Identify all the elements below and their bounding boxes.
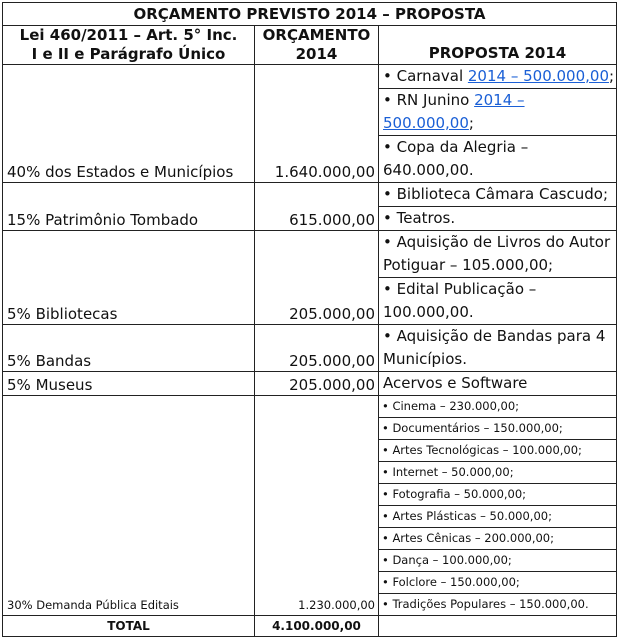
row-amount: 205.000,00 — [255, 325, 379, 372]
row-amount: 205.000,00 — [255, 372, 379, 396]
proposal-item: • Fotografia – 50.000,00; — [379, 484, 617, 506]
row-label: 30% Demanda Pública Editais — [3, 396, 255, 616]
proposal-item-suffix: ; — [468, 114, 474, 132]
proposal-item: • Folclore – 150.000,00; — [379, 572, 617, 594]
table-row — [3, 183, 617, 207]
row-amount: 1.230.000,00 — [255, 396, 379, 616]
proposal-item: • Internet – 50.000,00; — [379, 462, 617, 484]
row-amount: 615.000,00 — [255, 183, 379, 231]
header-row — [3, 26, 617, 65]
budget-table — [2, 2, 617, 637]
row-label: 5% Bandas — [3, 325, 255, 372]
header-law — [3, 26, 255, 65]
proposal-item-link[interactable]: 2014 – 500.000,00 — [467, 67, 609, 85]
table-row — [3, 372, 617, 396]
row-label: 5% Museus — [3, 372, 255, 396]
table-row — [3, 396, 617, 418]
total-row — [3, 616, 617, 637]
header-proposal: PROPOSTA 2014 — [379, 26, 617, 65]
row-label: 5% Bibliotecas — [3, 231, 255, 325]
proposal-item: • Artes Tecnológicas – 100.000,00; — [379, 440, 617, 462]
proposal-item-text: • Copa da Alegria – 640.000,00. — [383, 138, 529, 179]
proposal-item: • Cinema – 230.000,00; — [379, 396, 617, 418]
header-budget-line1: ORÇAMENTO — [262, 26, 371, 44]
proposal-item: • Edital Publicação – 100.000,00. — [379, 278, 617, 325]
budget-table-container — [2, 2, 617, 637]
table-title: ORÇAMENTO PREVISTO 2014 – PROPOSTA — [3, 3, 617, 26]
row-amount: 1.640.000,00 — [255, 65, 379, 183]
proposal-item: • Artes Plásticas – 50.000,00; — [379, 506, 617, 528]
proposal-item: • Artes Cênicas – 200.000,00; — [379, 528, 617, 550]
header-budget-line2: 2014 — [295, 45, 338, 63]
proposal-item: • Teatros. — [379, 207, 617, 231]
table-row — [3, 65, 617, 89]
proposal-item-suffix: ; — [608, 67, 615, 85]
table-row — [3, 325, 617, 372]
proposal-item: Acervos e Software — [379, 372, 617, 396]
proposal-item: • Tradições Populares – 150.000,00. — [379, 594, 617, 616]
proposal-item — [379, 136, 617, 183]
proposal-item — [379, 65, 617, 89]
header-law-line2: I e II e Parágrafo Único — [31, 45, 226, 63]
proposal-item: • Documentários – 150.000,00; — [379, 418, 617, 440]
row-label: 40% dos Estados e Municípios — [3, 65, 255, 183]
table-row — [3, 231, 617, 278]
proposal-item-text: • Carnaval — [383, 67, 468, 85]
proposal-item-link[interactable]: 2014 – 500.000,00 — [383, 91, 525, 132]
total-empty-cell — [379, 616, 617, 637]
total-label: TOTAL — [3, 616, 255, 637]
proposal-item: • Aquisição de Livros do Autor Potiguar – 105.000,00; — [379, 231, 617, 278]
row-amount: 205.000,00 — [255, 231, 379, 325]
total-amount: 4.100.000,00 — [255, 616, 379, 637]
proposal-item: • Aquisição de Bandas para 4 Municípios. — [379, 325, 617, 372]
header-budget — [255, 26, 379, 65]
row-label: 15% Patrimônio Tombado — [3, 183, 255, 231]
proposal-item-text: • RN Junino — [383, 91, 475, 109]
proposal-item — [379, 89, 617, 136]
proposal-item: • Biblioteca Câmara Cascudo; — [379, 183, 617, 207]
header-law-line1: Lei 460/2011 – Art. 5° Inc. — [19, 26, 238, 44]
proposal-item: • Dança – 100.000,00; — [379, 550, 617, 572]
